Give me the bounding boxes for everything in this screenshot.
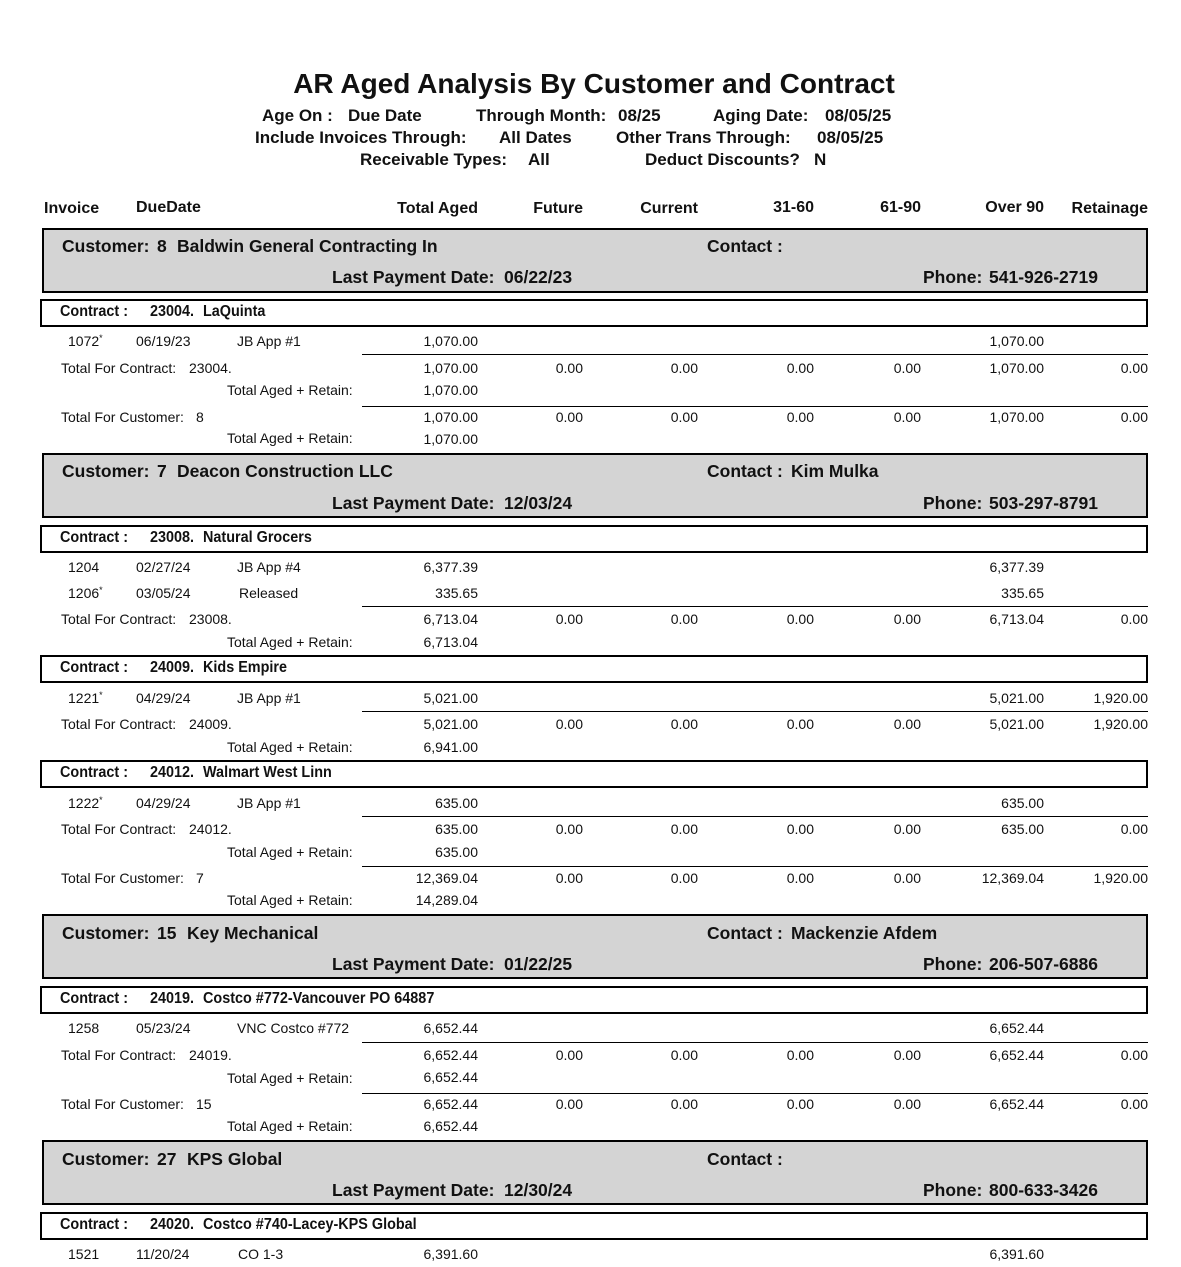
invoice-desc: JB App #1 [237, 690, 301, 706]
contract-61-90: 0.00 [893, 821, 921, 837]
customer-current: 0.00 [670, 409, 698, 425]
aged-retain-label: Total Aged + Retain: [227, 1070, 353, 1086]
invoice-due: 02/27/24 [136, 559, 191, 575]
invoice-desc: CO 1-3 [238, 1246, 284, 1262]
col-future: Future [533, 200, 583, 217]
phone-number: 800-633-3426 [989, 1180, 1098, 1200]
contract-total: 6,652.44 [423, 1047, 478, 1063]
last-payment-prefix: Last Payment Date: [332, 267, 495, 287]
invoice-due: 11/20/24 [136, 1246, 190, 1262]
invoice-due: 04/29/24 [136, 795, 191, 811]
customer-number: 8 [157, 236, 167, 256]
aged-retain-label: Total Aged + Retain: [227, 892, 353, 908]
customer-number: 7 [157, 461, 167, 481]
phone-prefix: Phone: [923, 267, 983, 287]
invoice-total: 635.00 [435, 795, 478, 811]
customer-name: Baldwin General Contracting In [177, 236, 438, 256]
customer-prefix: Customer: [62, 1149, 150, 1169]
other-trans-label: Other Trans Through: [616, 128, 791, 147]
contract-current: 0.00 [670, 360, 698, 376]
phone-prefix: Phone: [923, 493, 983, 513]
aged-retain-value: 14,289.04 [415, 892, 478, 908]
last-payment-date: 12/30/24 [504, 1180, 573, 1200]
contract-over90: 6,652.44 [989, 1047, 1044, 1063]
customer-total: 1,070.00 [423, 409, 478, 425]
contract-over90: 5,021.00 [989, 716, 1044, 732]
customer-31-60: 0.00 [786, 1096, 814, 1112]
last-payment-date: 12/03/24 [504, 493, 573, 513]
customer-header [42, 453, 1148, 518]
contract-retainage: 0.00 [1120, 1047, 1148, 1063]
total-contract-id: 24012. [189, 821, 232, 837]
contract-31-60: 0.00 [786, 716, 814, 732]
invoice-number: 1206* [68, 585, 103, 601]
contact-name: Mackenzie Afdem [791, 923, 938, 943]
contract-header [40, 525, 1148, 553]
contract-retainage: 0.00 [1120, 821, 1148, 837]
invoice-number: 1204 [68, 559, 100, 575]
aged-retain-value: 6,941.00 [423, 739, 478, 755]
contract-31-60: 0.00 [786, 360, 814, 376]
total-contract-id: 23008. [189, 611, 232, 627]
contract-id: 24019. [150, 990, 195, 1007]
contract-current: 0.00 [670, 716, 698, 732]
aged-retain-label: Total Aged + Retain: [227, 739, 353, 755]
col-current: Current [640, 200, 698, 217]
contract-prefix: Contract : [60, 990, 129, 1007]
aged-retain-value: 635.00 [435, 844, 478, 860]
customer-61-90: 0.00 [893, 409, 921, 425]
phone-number: 206-507-6886 [989, 954, 1098, 974]
customer-total: 12,369.04 [415, 870, 478, 886]
total-contract-label: Total For Contract: [61, 611, 177, 627]
contract-current: 0.00 [670, 1047, 698, 1063]
invoice-total: 6,391.60 [423, 1246, 478, 1262]
contract-total: 5,021.00 [423, 716, 478, 732]
contract-header [40, 760, 1148, 788]
invoice-total: 335.65 [435, 585, 478, 601]
contract-id: 23004. [150, 303, 195, 320]
invoice-number: 1072* [68, 333, 103, 349]
invoice-retainage: 1,920.00 [1093, 690, 1148, 706]
invoice-number: 1521 [68, 1246, 100, 1262]
include-invoices-value: All Dates [499, 128, 572, 147]
contract-retainage: 1,920.00 [1093, 716, 1148, 732]
aged-retain-value: 6,652.44 [423, 1069, 478, 1085]
contract-name: Walmart West Linn [203, 764, 332, 781]
customer-61-90: 0.00 [893, 1096, 921, 1112]
invoice-due: 03/05/24 [136, 585, 191, 601]
invoice-total: 5,021.00 [423, 690, 478, 706]
receivable-types-label: Receivable Types: [360, 150, 508, 169]
contract-total: 635.00 [435, 821, 478, 837]
contract-future: 0.00 [555, 821, 583, 837]
phone-prefix: Phone: [923, 954, 983, 974]
last-payment-date: 01/22/25 [504, 954, 573, 974]
contract-header [40, 986, 1148, 1014]
customer-current: 0.00 [670, 870, 698, 886]
col-retainage: Retainage [1071, 200, 1148, 217]
total-contract-label: Total For Contract: [61, 716, 177, 732]
customer-header [42, 914, 1148, 979]
deduct-discounts-label: Deduct Discounts? [645, 150, 800, 169]
phone-number: 503-297-8791 [989, 493, 1098, 513]
customer-future: 0.00 [555, 409, 583, 425]
subtotal-rule [362, 606, 1148, 607]
report-title: AR Aged Analysis By Customer and Contract [293, 68, 895, 99]
customer-future: 0.00 [555, 870, 583, 886]
last-payment-date: 06/22/23 [504, 267, 573, 287]
aging-date-value: 08/05/25 [825, 106, 892, 125]
contract-future: 0.00 [555, 360, 583, 376]
invoice-due: 05/23/24 [136, 1020, 191, 1036]
invoice-desc: JB App #1 [237, 795, 301, 811]
customer-total: 6,652.44 [423, 1096, 478, 1112]
contract-total: 1,070.00 [423, 360, 478, 376]
invoice-total: 6,377.39 [423, 559, 478, 575]
customer-prefix: Customer: [62, 923, 150, 943]
customer-future: 0.00 [555, 1096, 583, 1112]
contract-name: Costco #772-Vancouver PO 64887 [203, 990, 435, 1007]
col-61-90: 61-90 [880, 199, 921, 216]
invoice-over90: 1,070.00 [989, 333, 1044, 349]
total-customer-number: 15 [196, 1096, 212, 1112]
contract-current: 0.00 [670, 821, 698, 837]
contact-prefix: Contact : [707, 461, 783, 481]
invoice-over90: 635.00 [1001, 795, 1044, 811]
customer-number: 27 [157, 1149, 177, 1169]
customer-61-90: 0.00 [893, 870, 921, 886]
contract-over90: 1,070.00 [989, 360, 1044, 376]
col-duedate: DueDate [136, 199, 201, 216]
include-invoices-label: Include Invoices Through: [255, 128, 467, 147]
contract-header [40, 655, 1148, 683]
contact-prefix: Contact : [707, 236, 783, 256]
receivable-types-value: All [528, 150, 550, 169]
last-payment-prefix: Last Payment Date: [332, 954, 495, 974]
total-contract-id: 24019. [189, 1047, 232, 1063]
invoice-number: 1221* [68, 690, 103, 706]
contract-total: 6,713.04 [423, 611, 478, 627]
col-over-90: Over 90 [985, 199, 1044, 216]
contract-id: 24020. [150, 1216, 195, 1233]
contract-future: 0.00 [555, 1047, 583, 1063]
customer-retainage: 1,920.00 [1093, 870, 1148, 886]
other-trans-value: 08/05/25 [817, 128, 884, 147]
total-contract-label: Total For Contract: [61, 360, 177, 376]
contract-61-90: 0.00 [893, 1047, 921, 1063]
contract-future: 0.00 [555, 716, 583, 732]
customer-31-60: 0.00 [786, 870, 814, 886]
aging-date-label: Aging Date: [713, 106, 809, 125]
contact-prefix: Contact : [707, 923, 783, 943]
contract-over90: 6,713.04 [989, 611, 1044, 627]
customer-header [42, 228, 1148, 293]
phone-prefix: Phone: [923, 1180, 983, 1200]
phone-number: 541-926-2719 [989, 267, 1098, 287]
aged-retain-value: 1,070.00 [423, 382, 478, 398]
total-contract-id: 23004. [189, 360, 232, 376]
invoice-desc: JB App #1 [237, 333, 301, 349]
contract-current: 0.00 [670, 611, 698, 627]
customer-prefix: Customer: [62, 461, 150, 481]
contract-header [40, 1212, 1148, 1240]
aged-retain-value: 6,652.44 [423, 1118, 478, 1134]
customer-name: KPS Global [187, 1149, 283, 1169]
invoice-total: 1,070.00 [423, 333, 478, 349]
contract-61-90: 0.00 [893, 611, 921, 627]
subtotal-rule [362, 1042, 1148, 1043]
customer-name: Key Mechanical [187, 923, 319, 943]
total-customer-label: Total For Customer: [61, 409, 184, 425]
customer-retainage: 0.00 [1120, 1096, 1148, 1112]
contract-header [40, 299, 1148, 327]
contract-prefix: Contract : [60, 659, 129, 676]
invoice-over90: 6,391.60 [989, 1246, 1044, 1262]
invoice-over90: 5,021.00 [989, 690, 1044, 706]
last-payment-prefix: Last Payment Date: [332, 493, 495, 513]
aged-retain-value: 6,713.04 [423, 634, 478, 650]
subtotal-rule [362, 406, 1148, 407]
aged-retain-label: Total Aged + Retain: [227, 634, 353, 650]
through-month-value: 08/25 [618, 106, 661, 125]
customer-header [42, 1140, 1148, 1205]
contract-name: LaQuinta [203, 303, 266, 320]
subtotal-rule [362, 866, 1148, 867]
total-customer-number: 7 [196, 870, 204, 886]
contract-prefix: Contract : [60, 1216, 129, 1233]
contract-retainage: 0.00 [1120, 611, 1148, 627]
contract-name: Kids Empire [203, 659, 288, 676]
age-on-label: Age On : [262, 106, 333, 125]
last-payment-prefix: Last Payment Date: [332, 1180, 495, 1200]
invoice-due: 04/29/24 [136, 690, 191, 706]
invoice-over90: 6,652.44 [989, 1020, 1044, 1036]
contract-name: Costco #740-Lacey-KPS Global [203, 1216, 417, 1233]
contract-id: 24009. [150, 659, 195, 676]
total-contract-id: 24009. [189, 716, 232, 732]
contract-61-90: 0.00 [893, 716, 921, 732]
contract-id: 24012. [150, 764, 195, 781]
contract-prefix: Contract : [60, 764, 129, 781]
invoice-desc: JB App #4 [237, 559, 301, 575]
subtotal-rule [362, 354, 1148, 355]
contract-id: 23008. [150, 529, 195, 546]
col-total-aged: Total Aged [397, 200, 478, 217]
aged-retain-label: Total Aged + Retain: [227, 844, 353, 860]
contract-31-60: 0.00 [786, 611, 814, 627]
total-contract-label: Total For Contract: [61, 1047, 177, 1063]
deduct-discounts-value: N [814, 150, 827, 169]
contract-61-90: 0.00 [893, 360, 921, 376]
invoice-total: 6,652.44 [423, 1020, 478, 1036]
aged-retain-label: Total Aged + Retain: [227, 382, 353, 398]
invoice-number: 1258 [68, 1020, 100, 1036]
col-31-60: 31-60 [773, 199, 814, 216]
invoice-desc: VNC Costco #772 [237, 1020, 350, 1036]
customer-over90: 12,369.04 [981, 870, 1044, 886]
aged-retain-label: Total Aged + Retain: [227, 430, 353, 446]
contract-31-60: 0.00 [786, 821, 814, 837]
contact-name: Kim Mulka [791, 461, 879, 481]
contract-future: 0.00 [555, 611, 583, 627]
invoice-number: 1222* [68, 795, 103, 811]
total-customer-label: Total For Customer: [61, 1096, 184, 1112]
subtotal-rule [362, 1093, 1148, 1094]
total-contract-label: Total For Contract: [61, 821, 177, 837]
customer-retainage: 0.00 [1120, 409, 1148, 425]
subtotal-rule [362, 816, 1148, 817]
contract-prefix: Contract : [60, 303, 129, 320]
invoice-desc: Released [239, 585, 299, 601]
age-on-value: Due Date [348, 106, 422, 125]
through-month-label: Through Month: [476, 106, 607, 125]
col-invoice: Invoice [44, 200, 100, 217]
aged-retain-value: 1,070.00 [423, 431, 478, 447]
invoice-over90: 6,377.39 [989, 559, 1044, 575]
aged-retain-label: Total Aged + Retain: [227, 1118, 353, 1134]
customer-over90: 1,070.00 [989, 409, 1044, 425]
invoice-over90: 335.65 [1001, 585, 1044, 601]
customer-name: Deacon Construction LLC [177, 461, 393, 481]
total-customer-label: Total For Customer: [61, 870, 184, 886]
customer-31-60: 0.00 [786, 409, 814, 425]
contract-name: Natural Grocers [203, 529, 312, 546]
contract-31-60: 0.00 [786, 1047, 814, 1063]
customer-current: 0.00 [670, 1096, 698, 1112]
contact-prefix: Contact : [707, 1149, 783, 1169]
contract-retainage: 0.00 [1120, 360, 1148, 376]
subtotal-rule [362, 711, 1148, 712]
total-customer-number: 8 [196, 409, 204, 425]
contract-over90: 635.00 [1001, 821, 1044, 837]
customer-over90: 6,652.44 [989, 1096, 1044, 1112]
invoice-due: 06/19/23 [136, 333, 191, 349]
customer-prefix: Customer: [62, 236, 150, 256]
contract-prefix: Contract : [60, 529, 129, 546]
customer-number: 15 [157, 923, 177, 943]
